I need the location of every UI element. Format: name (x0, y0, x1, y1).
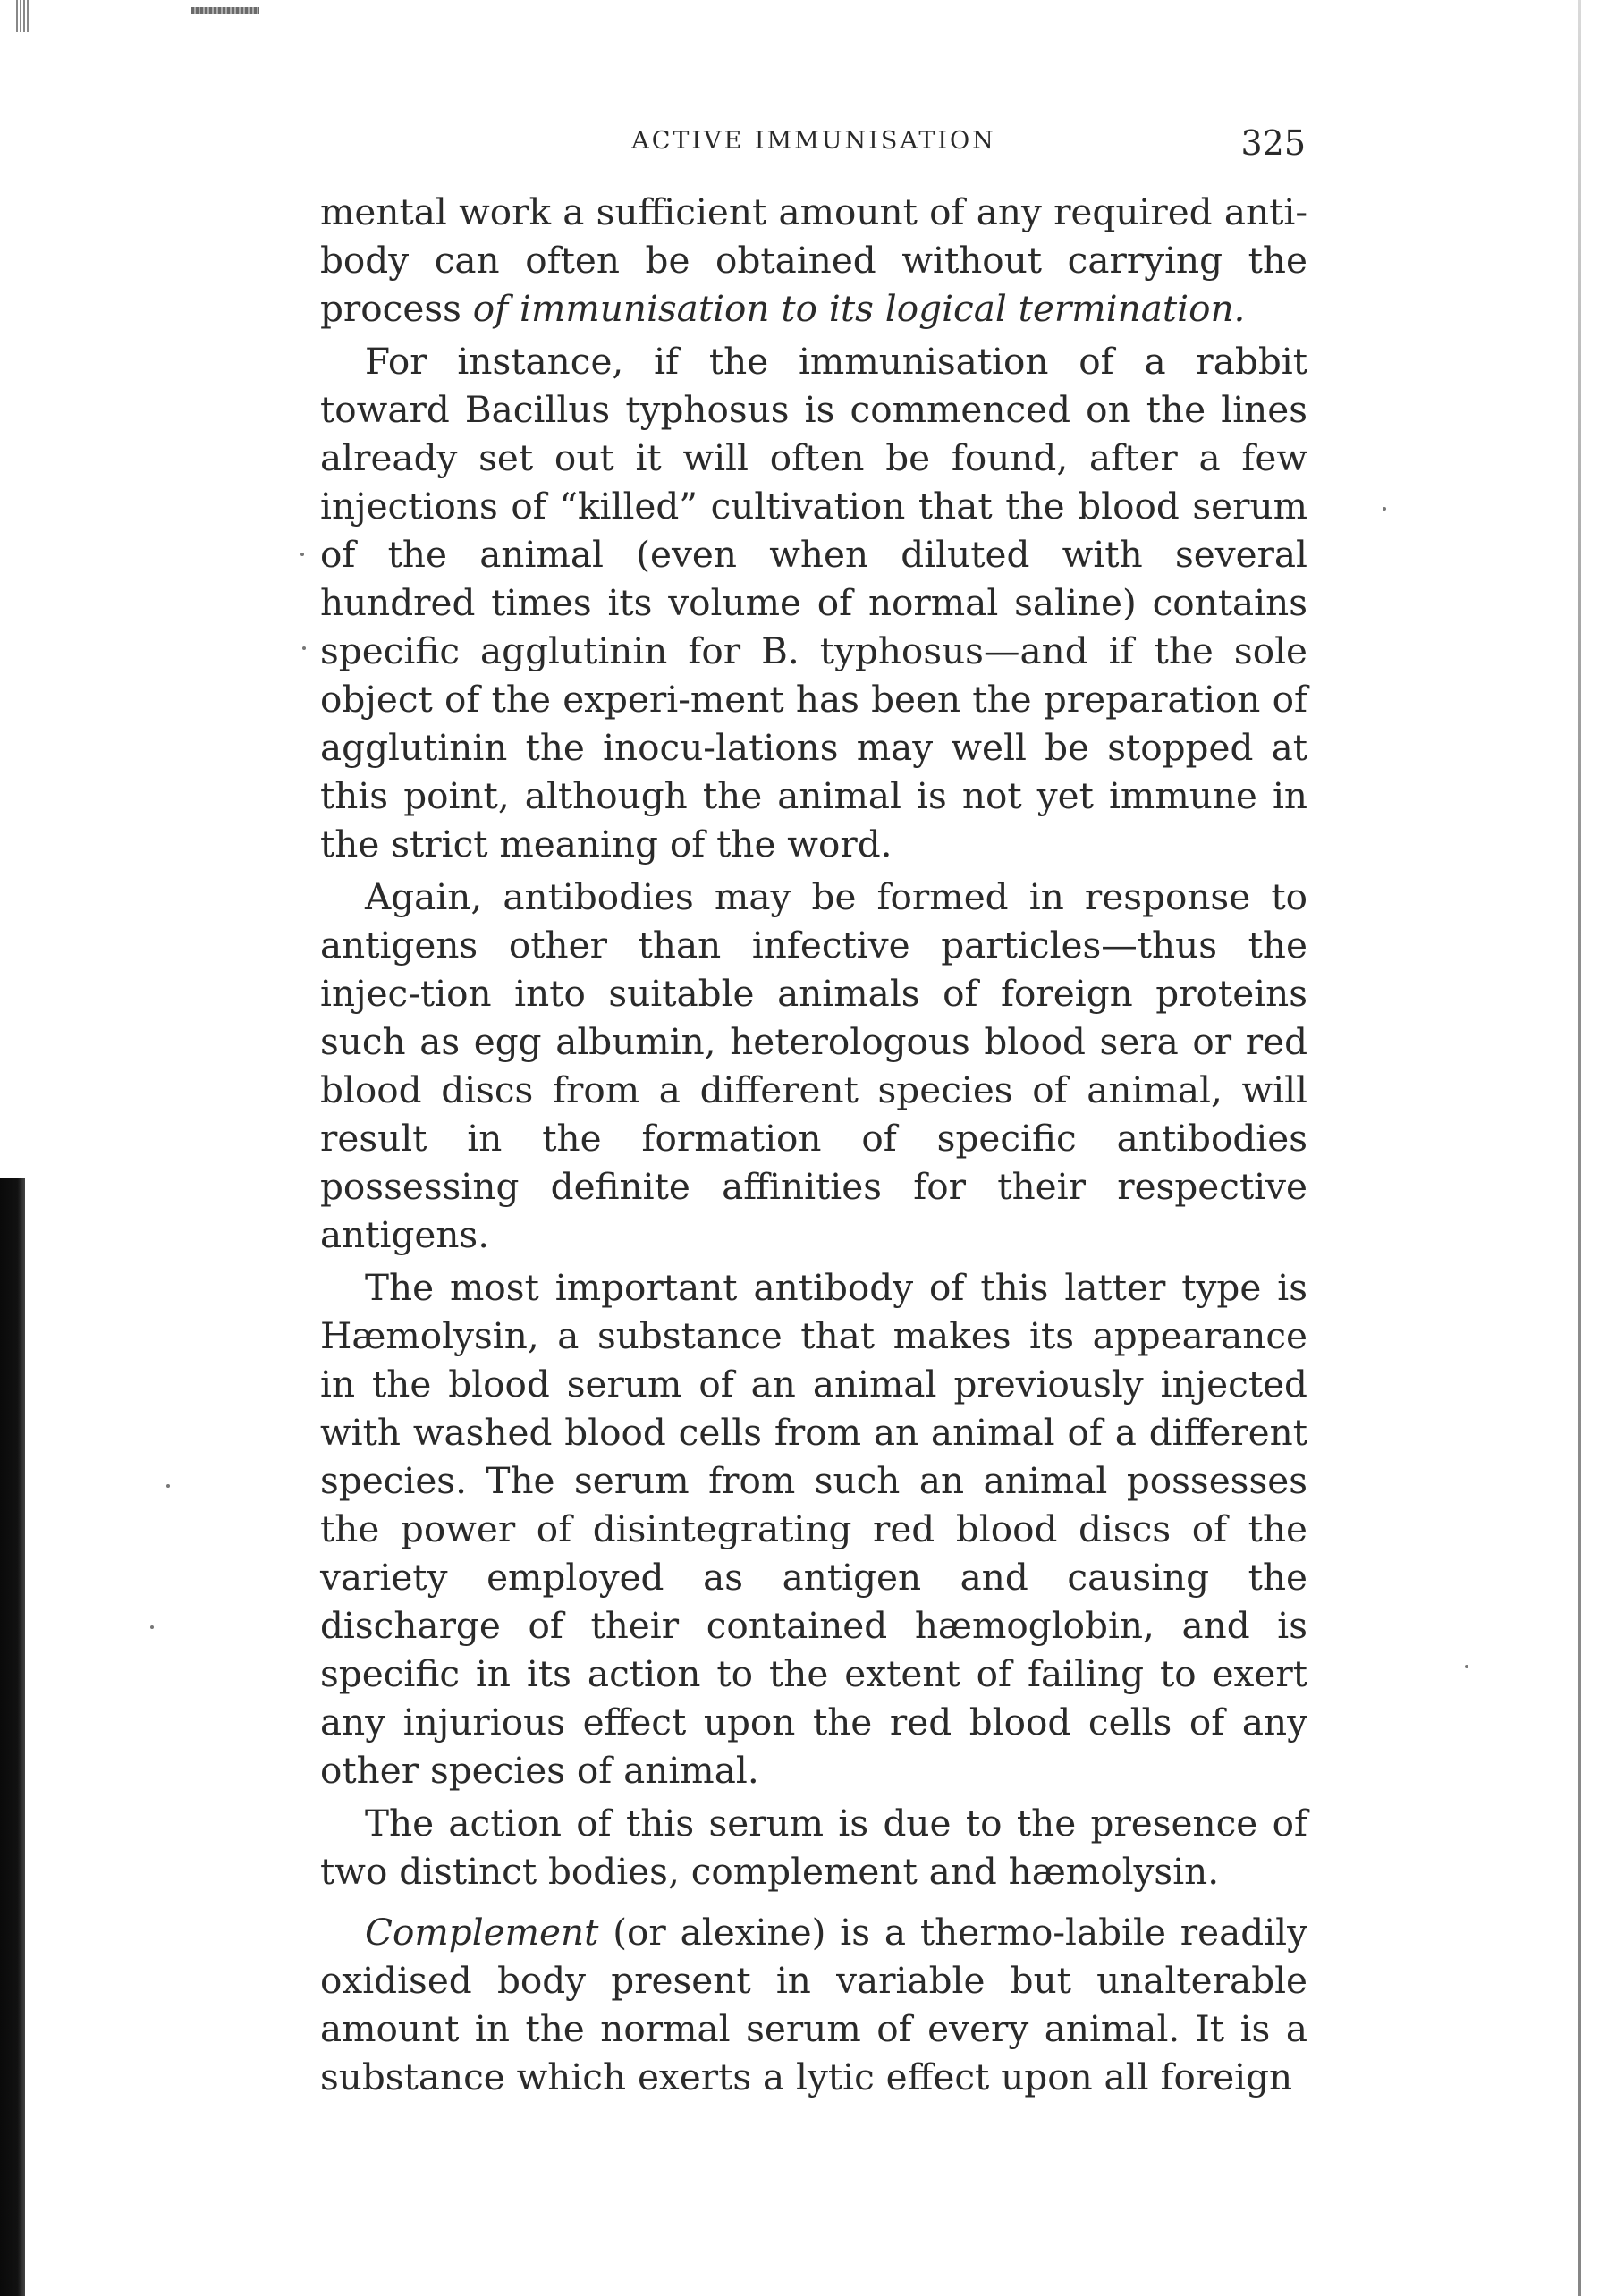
paragraph: The action of this serum is due to the presence of two distinct bodies, complement and hæmolysin. (320, 1802, 1307, 1893)
paragraph (320, 1908, 1307, 2101)
paragraph: Again, antibodies may be formed in response to antigens other than infective particles—thus the injec-tion into suitable animals of foreign proteins such as egg albumin, heterologous blood sera or red blood discs from a different species of animal, will result in the formation of specific antibodies possessing definite affinities for their respective antigens. (320, 875, 1307, 1256)
page-edge-line (1578, 0, 1581, 2296)
page-edge-shadow (0, 1178, 25, 2296)
scan-speck (1383, 507, 1386, 511)
running-head (322, 123, 1306, 166)
scan-speck (302, 646, 306, 650)
scan-speck (1465, 1665, 1468, 1668)
paragraph-text: mental work a sufficient amount of any required anti-body can often be obtained without carrying the process (320, 190, 1307, 330)
paragraph-italic-text: of immunisation to its logical termination. (472, 287, 1246, 330)
scan-speck (300, 553, 304, 556)
paragraph: For instance, if the immunisation of a rabbit toward Bacillus typhosus is commenced on the lines already set out it will often be found, after a few injections of “killed” cultivation that the blood serum of the animal (even when diluted with several hundred times its volume of normal saline) contains specific agglutinin for B. typhosus—and if the sole object of the experi-ment has been the preparation of agglutinin the inocu-lations may well be stopped at this point, although the animal is not yet immune in the strict meaning of the word. (320, 340, 1307, 865)
page-number: 325 (1240, 123, 1306, 163)
paragraph: The most important antibody of this latter type is Hæmolysin, a substance that makes its appearance in the blood serum of an animal previously injected with washed blood cells from an animal of a different species. The serum from such an animal possesses the power of disintegrating red blood discs of the variety employed as antigen and causing the discharge of their contained hæmoglobin, and is specific in its action to the extent of failing to exert any injurious effect upon the red blood cells of any other species of animal. (320, 1266, 1307, 1792)
paragraph (320, 188, 1307, 333)
running-head-title: ACTIVE IMMUNISATION (631, 127, 996, 155)
scan-speck (166, 1484, 170, 1488)
scan-artifact (16, 0, 29, 32)
scan-artifact (191, 7, 259, 14)
scan-speck (150, 1625, 154, 1629)
paragraph-text: (or alexine) is a thermo-labile readily oxidised body present in variable but unalterable amount in the normal serum of every animal. It is a substance which exerts a lytic effect upon all foreign (320, 1911, 1307, 2098)
body-text (320, 188, 1307, 2106)
italic-term: Complement (365, 1911, 599, 1954)
